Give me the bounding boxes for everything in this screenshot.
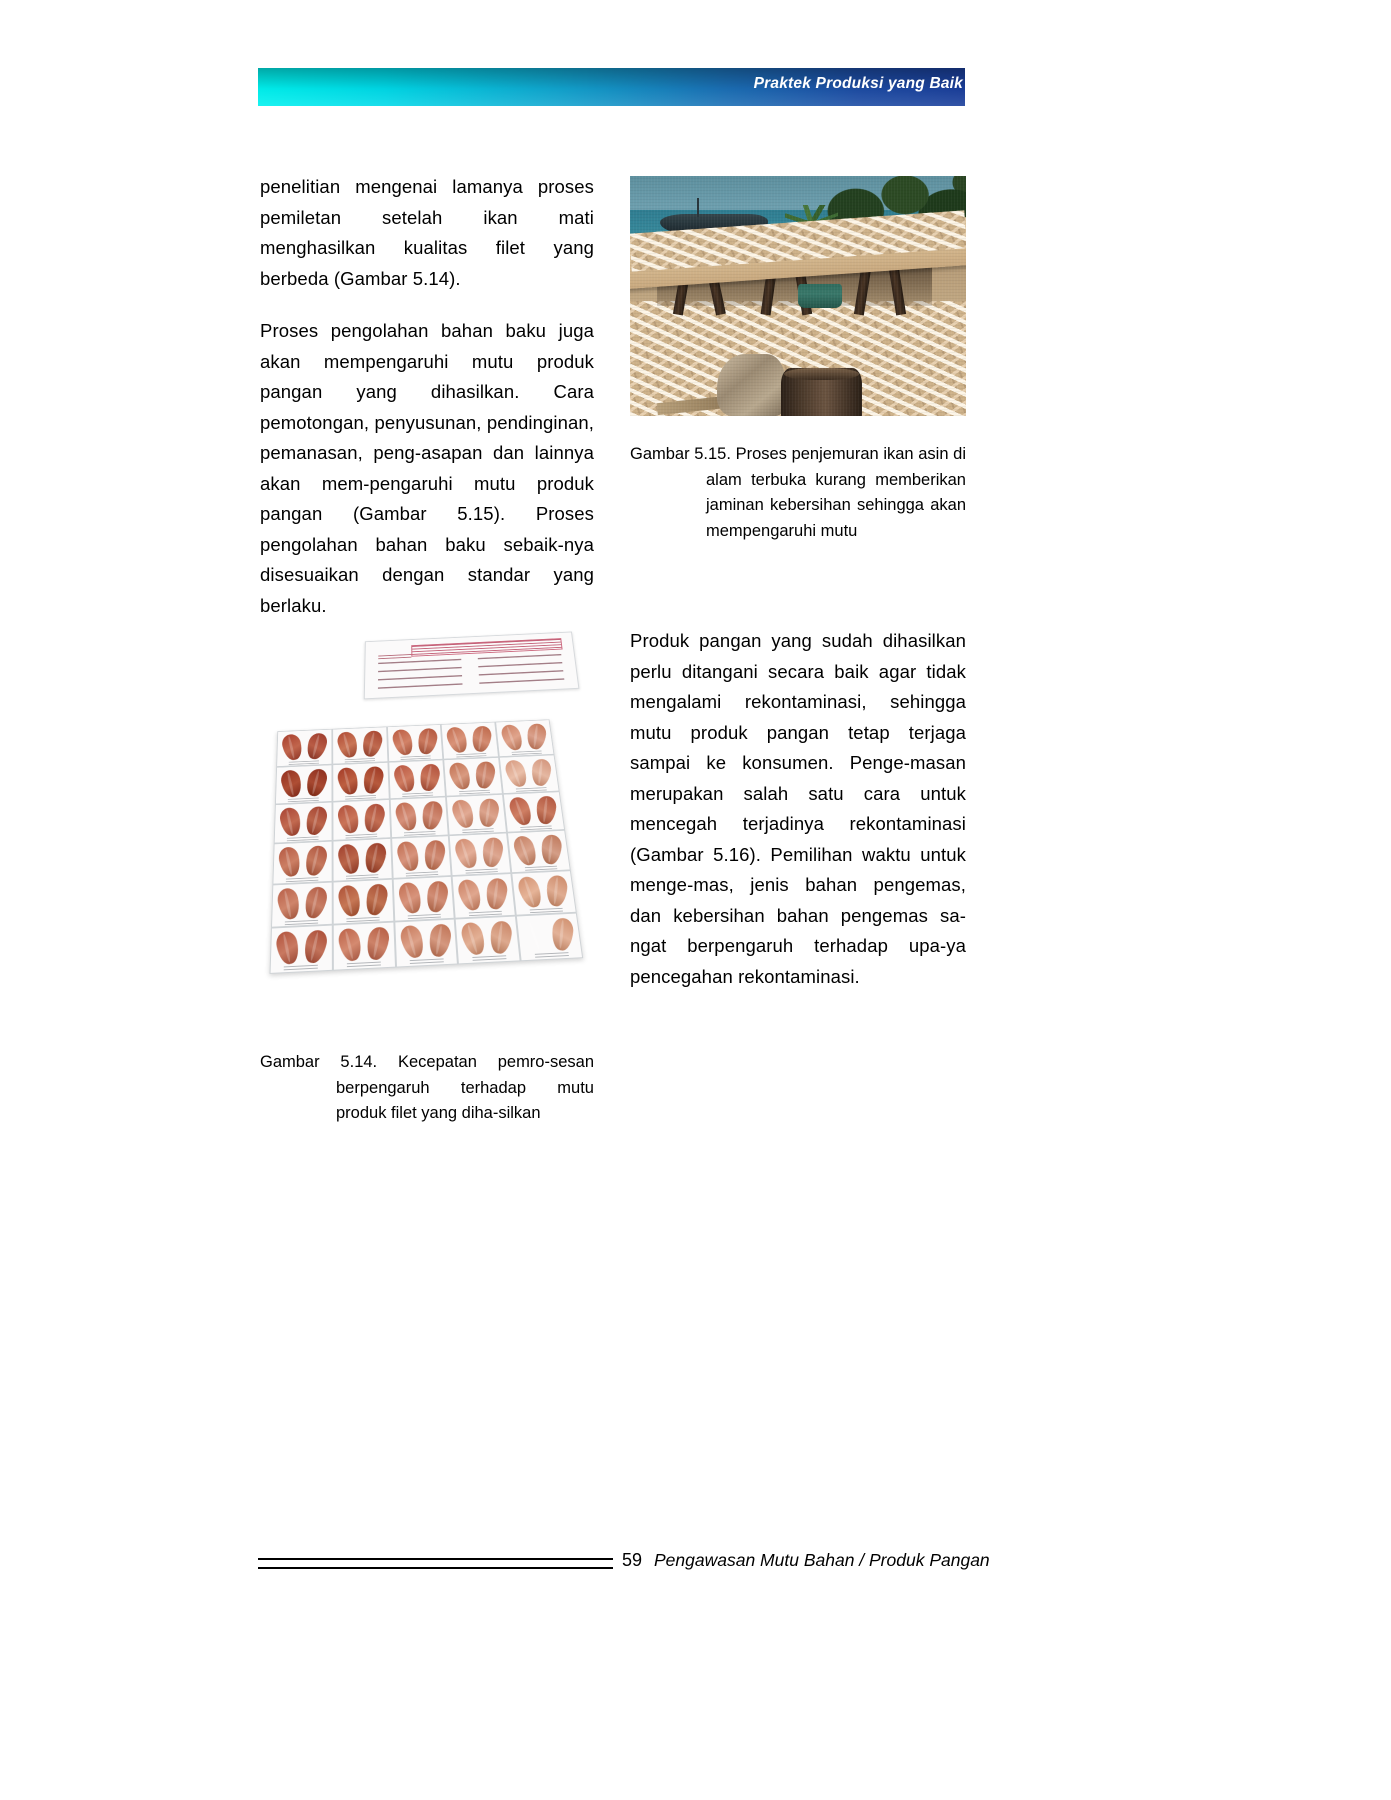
- fillet-sample-label: [534, 952, 568, 958]
- fillet-swatch: [396, 880, 424, 915]
- fillet-swatch: [516, 875, 545, 910]
- fillet-swatch: [277, 845, 302, 878]
- fillet-swatch: [459, 920, 488, 957]
- header-title: Praktek Produksi yang Baik: [753, 75, 963, 92]
- right-column-upper: [630, 176, 966, 544]
- fillet-sample-cell: [272, 841, 332, 885]
- figure-5-15-caption-text: Proses penjemuran ikan asin di alam terbuka kurang memberikan jaminan kebersihan sehingga akan mempengaruhi mutu: [706, 445, 966, 540]
- fillet-swatch: [279, 768, 303, 798]
- fillet-sample-label: [402, 792, 433, 797]
- fillet-sample-cell: [495, 719, 554, 757]
- fillet-sample-label: [515, 787, 546, 792]
- fillet-sample-cell: [449, 833, 511, 876]
- fillet-sample-label: [511, 750, 541, 754]
- fillet-sample-grid: [270, 719, 584, 973]
- fillet-sample-label: [401, 755, 431, 759]
- fillet-sample-cell: [455, 916, 521, 964]
- fillet-sample-cell: [444, 757, 503, 797]
- paragraph-left-1: penelitian mengenai lamanya proses pemiletan setelah ikan mati menghasilkan kualitas filet yang berbeda (Gambar 5.14).: [260, 176, 594, 289]
- fillet-swatch: [303, 844, 329, 876]
- fillet-swatch: [398, 923, 426, 960]
- fillet-sample-label: [345, 757, 375, 761]
- fillet-swatch: [507, 795, 535, 827]
- header-banner: [258, 68, 965, 106]
- fillet-swatch: [303, 805, 329, 836]
- left-column-upper: [260, 172, 594, 621]
- fillet-sample-label: [285, 920, 318, 925]
- footer-divider: [258, 1558, 613, 1569]
- fillet-swatch: [335, 766, 360, 796]
- fillet-swatch: [545, 874, 568, 907]
- fillet-swatch: [416, 727, 439, 755]
- fillet-swatch: [485, 877, 509, 911]
- chart-header-text-left: [377, 658, 462, 692]
- fillet-swatch: [305, 732, 329, 760]
- fillet-sample-label: [347, 961, 381, 967]
- fillet-sample-label: [286, 877, 319, 882]
- fillet-swatch: [445, 725, 471, 754]
- fillet-swatch: [336, 926, 364, 963]
- fillet-sample-label: [408, 914, 441, 919]
- fillet-sample-label: [459, 789, 490, 794]
- fillet-sample-cell: [507, 830, 571, 873]
- fillet-swatch: [360, 729, 384, 757]
- fillet-sample-cell: [503, 791, 565, 832]
- fillet-sample-label: [289, 760, 319, 764]
- fillet-swatch: [535, 795, 557, 825]
- fillet-sample-cell: [387, 724, 444, 762]
- figure-5-14-caption: [260, 1050, 594, 1127]
- photo-sack: [717, 354, 784, 416]
- fillet-swatch: [453, 837, 481, 870]
- figure-5-15-image: [630, 176, 966, 416]
- fillet-swatch: [418, 763, 441, 792]
- fillet-sample-label: [287, 836, 319, 841]
- fillet-swatch: [474, 760, 496, 789]
- fillet-swatch: [520, 917, 550, 953]
- chart-header-card: [363, 632, 578, 700]
- fillet-swatch: [391, 763, 417, 793]
- footer-title: Pengawasan Mutu Bahan / Produk Pangan: [654, 1550, 990, 1570]
- fillet-sample-cell: [446, 794, 507, 835]
- fillet-sample-cell: [275, 764, 332, 804]
- fillet-sample-cell: [332, 879, 393, 925]
- fillet-sample-cell: [388, 759, 446, 799]
- fillet-sample-label: [404, 831, 436, 836]
- fillet-sample-label: [520, 825, 552, 830]
- fillet-sample-cell: [271, 882, 333, 928]
- fillet-swatch: [447, 761, 473, 791]
- fillet-swatch: [274, 929, 301, 966]
- fillet-swatch: [531, 758, 552, 787]
- fillet-swatch: [304, 768, 329, 797]
- fillet-swatch: [424, 880, 449, 914]
- fillet-sample-cell: [499, 754, 560, 793]
- fillet-swatch: [278, 806, 303, 838]
- fillet-swatch: [427, 923, 452, 958]
- page-number: 59: [622, 1550, 643, 1570]
- photo-drum: [781, 368, 862, 416]
- chart-header-text-right: [478, 654, 565, 687]
- fillet-sample-cell: [276, 729, 332, 767]
- fillet-swatch: [362, 802, 387, 833]
- fillet-sample-cell: [452, 873, 516, 919]
- fillet-swatch: [363, 883, 389, 917]
- figure-5-14-label: Gambar 5.14.: [260, 1053, 378, 1071]
- photo-bucket: [798, 284, 842, 308]
- fillet-sample-label: [345, 795, 376, 800]
- fillet-swatch: [302, 885, 329, 919]
- fillet-swatch: [336, 842, 362, 875]
- right-column-lower: [630, 626, 966, 992]
- fillet-sample-cell: [511, 870, 576, 915]
- fillet-swatch: [362, 842, 387, 874]
- fillet-sample-cell: [394, 919, 458, 967]
- fillet-swatch: [361, 765, 385, 794]
- fillet-sample-label: [346, 833, 378, 838]
- fillet-sample-label: [346, 874, 378, 879]
- fillet-sample-label: [288, 797, 319, 802]
- fillet-sample-label: [347, 917, 380, 922]
- paragraph-right-1: Produk pangan yang sudah dihasilkan perlu ditangani secara baik agar tidak mengalami rekontaminasi, sehingga mutu produk pangan tetap terjaga sampai ke konsumen. Penge-masan merupakan salah satu cara untuk mencegah terjadinya rekontaminasi (Gambar 5.16). Pemilihan waktu untuk menge-mas, jenis bahan pengemas, dan kebersihan bahan pengemas sa-ngat berpengaruh terhadap upa-ya pencegahan rekontaminasi.: [630, 630, 966, 987]
- photo-boat-mast: [697, 198, 699, 217]
- fillet-sample-cell: [270, 925, 333, 973]
- fillet-sample-cell: [274, 802, 333, 844]
- fillet-swatch: [393, 800, 419, 832]
- fillet-swatch: [489, 920, 513, 955]
- fillet-swatch: [336, 803, 362, 835]
- figure-5-14-image: [260, 630, 594, 1020]
- fillet-sample-cell: [391, 835, 452, 879]
- fillet-swatch: [499, 723, 525, 752]
- fillet-sample-cell: [389, 796, 449, 838]
- fillet-sample-label: [284, 965, 318, 971]
- fillet-sample-cell: [516, 913, 583, 961]
- fillet-swatch: [422, 839, 446, 871]
- fillet-swatch: [456, 878, 485, 913]
- fillet-sample-label: [469, 911, 502, 916]
- left-column-lower: [260, 630, 594, 1127]
- figure-5-15-caption: [630, 442, 966, 544]
- fillet-swatch: [390, 727, 415, 756]
- fillet-sample-cell: [332, 799, 391, 841]
- fillet-swatch: [511, 834, 540, 867]
- fillet-swatch: [336, 883, 363, 918]
- figure-5-15-label: Gambar 5.15.: [630, 445, 731, 463]
- fillet-sample-label: [472, 955, 506, 961]
- fillet-swatch: [280, 732, 304, 761]
- fillet-colour-board: [270, 719, 584, 973]
- fillet-sample-cell: [392, 876, 455, 922]
- fillet-sample-label: [456, 753, 486, 757]
- fillet-swatch: [276, 886, 302, 921]
- fillet-swatch: [364, 926, 390, 961]
- figure-5-14-caption-text: Kecepatan pemro-sesan berpengaruh terhadap mutu produk filet yang diha-silkan: [336, 1053, 595, 1122]
- fillet-swatch: [471, 725, 493, 753]
- fillet-sample-label: [462, 828, 494, 833]
- fillet-sample-label: [524, 865, 556, 870]
- fillet-swatch: [302, 929, 329, 965]
- page-footer: [258, 1546, 990, 1580]
- fillet-swatch: [551, 917, 574, 952]
- fillet-swatch: [450, 798, 477, 830]
- fillet-swatch: [478, 797, 501, 827]
- fillet-swatch: [335, 730, 359, 759]
- fillet-sample-cell: [332, 762, 389, 802]
- fillet-swatch: [481, 836, 504, 868]
- fillet-sample-cell: [332, 838, 392, 882]
- fillet-swatch: [526, 722, 547, 750]
- fillet-sample-cell: [333, 922, 396, 970]
- fillet-swatch: [503, 758, 530, 788]
- paragraph-left-2: Proses pengolahan bahan baku juga akan mempengaruhi mutu produk pangan yang dihasilkan. Cara pemotongan, penyusunan, pendinginan, pemanasan, peng-asapan dan lainnya akan mem-pengaruhi mutu produk pangan (Gambar 5.15). Proses pengolahan bahan baku sebaik-nya disesuaikan dengan standar yang berlaku.: [260, 320, 594, 616]
- fillet-sample-cell: [332, 726, 388, 764]
- fillet-sample-label: [465, 868, 497, 873]
- fillet-swatch: [540, 833, 562, 865]
- fillet-swatch: [420, 800, 444, 831]
- fillet-sample-label: [410, 958, 444, 964]
- fillet-sample-label: [406, 871, 438, 876]
- fillet-sample-cell: [441, 722, 499, 760]
- fillet-sample-label: [529, 908, 562, 913]
- fillet-swatch: [394, 839, 421, 872]
